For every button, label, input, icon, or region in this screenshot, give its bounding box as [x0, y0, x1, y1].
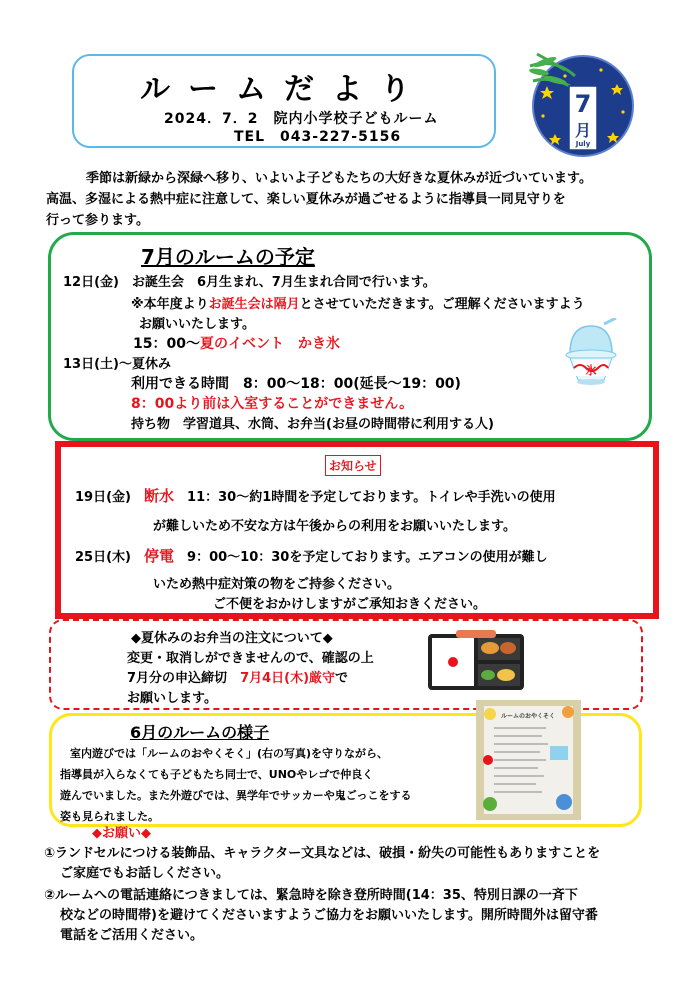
request-1-line-1: ①ランドセルにつける装飾品、キャラクター文具などは、破損・紛失の可能性もありますことを — [44, 846, 601, 861]
apology-line: ご不便をおかけしますがご承知おきください。 — [213, 597, 487, 612]
birthday-note-line-2: お願いいたします。 — [139, 317, 255, 332]
summer-vacation-line: 13日(土)～夏休み — [63, 357, 171, 372]
request-heading: ◆お願い◆ — [92, 826, 151, 841]
intro-line: 行って参ります。 — [46, 213, 149, 228]
intro-paragraph — [46, 168, 655, 231]
june-line-1: 室内遊びでは「ルームのおやくそく」(右の写真)を守りながら、 — [70, 747, 389, 760]
lunch-deadline-line: 7月分の申込締切 7月4日(木)厳守で — [127, 671, 349, 686]
july-heading: 7月のルームの予定 — [141, 245, 315, 269]
june-line-3: 遊んでいました。また外遊びでは、異学年でサッカーや鬼ごっこをする — [60, 789, 412, 802]
tel-line: TEL 043-227-5156 — [234, 129, 402, 145]
tanabata-illustration — [525, 46, 635, 164]
summer-event-line: 15：00～夏のイベント かき氷 — [133, 336, 340, 352]
intro-line: 季節は新緑から深緑へ移り、いよいよ子どもたちの大好きな夏休みが近づいています。 — [86, 171, 592, 186]
bento-illustration — [426, 626, 526, 692]
request-2-line-3: 電話をご活用ください。 — [60, 928, 204, 943]
lunch-heading: ◆夏休みのお弁当の注文について◆ — [131, 631, 333, 646]
date-line: 2024．7．2 院内小学校子どもルーム — [164, 111, 439, 127]
intro-line: 高温、多湿による熱中症に注意して、楽しい夏休みが過ごせるように指導員一同見守りを — [46, 192, 566, 207]
power-outage-line: 25日(木) 停電 9：00～10：30を予定しております。エアコンの使用が難し — [75, 547, 548, 565]
hours-line: 利用できる時間 8：00～18：00(延長～19：00) — [131, 376, 461, 392]
request-2-line-1: ②ルームへの電話連絡につきましては、緊急時を除き登所時間(14：35、特別日課の一斉下 — [44, 888, 578, 903]
tanabata-en: July — [575, 140, 591, 148]
request-2-line-2: 校などの時間帯)を避けてくださいますようご協力をお願いいたします。開所時間外は留守番 — [60, 908, 598, 923]
lunch-line-1: 変更・取消しができませんので、確認の上 — [127, 651, 374, 666]
tanabata-kanji: 月 — [574, 121, 592, 140]
june-line-4: 姿も見られました。 — [60, 810, 159, 823]
newsletter-title: ルームだより — [140, 72, 428, 107]
june-heading: 6月のルームの様子 — [130, 723, 270, 742]
notice-tag: お知らせ — [325, 455, 381, 476]
notice-box — [55, 441, 659, 619]
request-1-line-2: ご家庭でもお話しください。 — [60, 866, 230, 881]
lunch-line-3: お願いします。 — [127, 691, 217, 706]
kakigori-label: 氷 — [585, 364, 597, 377]
birthday-note-line: ※本年度よりお誕生会は隔月とさせていただきます。ご理解くださいますよう — [131, 297, 585, 312]
water-outage-line-2: が難しいため不安な方は午後からの利用をお願いいたします。 — [153, 519, 516, 534]
early-entry-warning: 8：00より前は入室することができません。 — [131, 396, 414, 412]
power-outage-line-2: いため熱中症対策の物をご持参ください。 — [153, 577, 401, 592]
belongings-line: 持ち物 学習道具、水筒、お弁当(お昼の時間帯に利用する人) — [131, 417, 494, 432]
lunch-order-box — [49, 619, 643, 710]
water-outage-line: 19日(金) 断水 11：30～約1時間を予定しております。トイレや手洗いの使用 — [75, 487, 556, 505]
poster-title: ルームのおやくそく — [500, 713, 556, 720]
birthday-party-line: 12日(金) お誕生会 6月生まれ、7月生まれ合同で行います。 — [63, 275, 436, 290]
tanabata-month: 7 — [574, 90, 592, 118]
room-rules-poster-photo — [476, 700, 581, 820]
june-line-2: 指導員が入らなくても子どもたち同士で、UNOやレゴで仲良く — [60, 768, 374, 781]
kakigori-illustration — [560, 318, 622, 388]
title-box — [72, 54, 496, 148]
